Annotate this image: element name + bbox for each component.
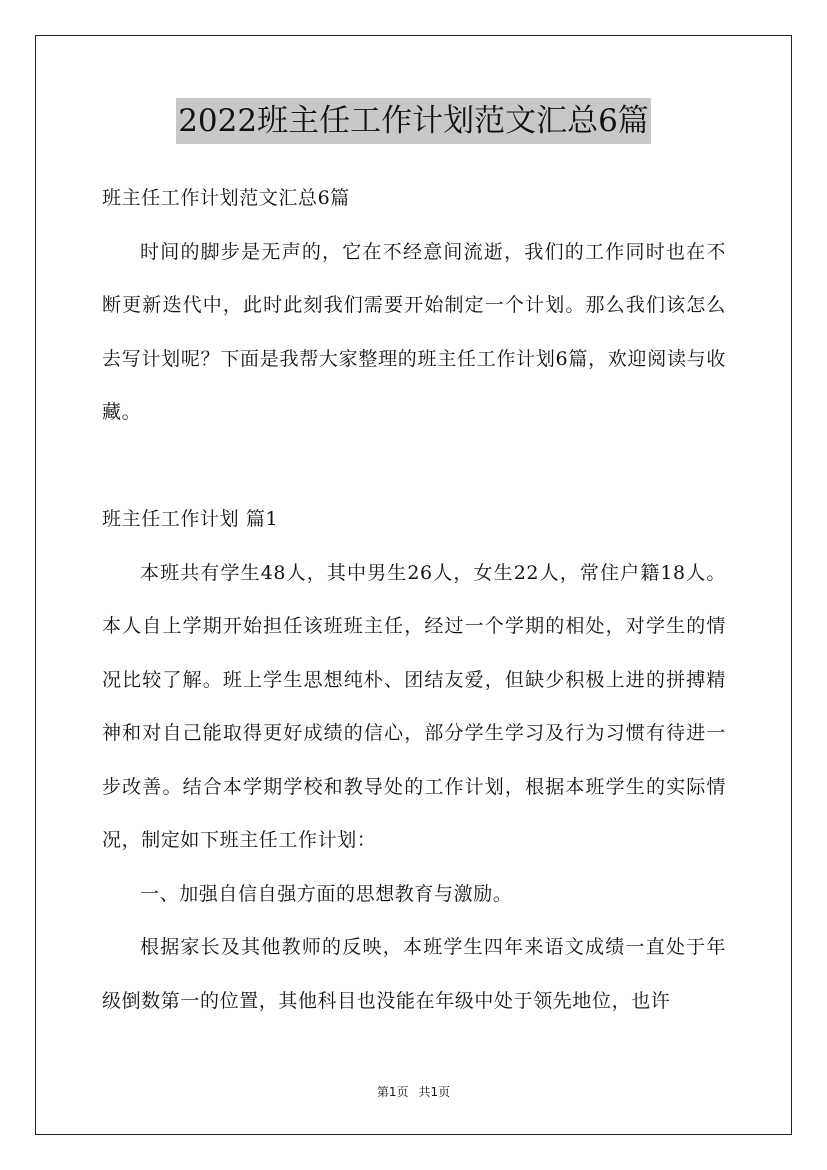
total-pages: 共1页 <box>418 1085 451 1099</box>
section-heading: 班主任工作计划 篇1 <box>102 508 279 530</box>
body-paragraph: 本班共有学生48人，其中男生26人，女生22人，常住户籍18人。本人自上学期开始担任该班班主任，经过一个学期的相处，对学生的情况比较了解。班上学生思想纯朴、团结友爱，但缺少积极上进的拼搏精神和对自己能取得更好成绩的信心，部分学生学习及行为习惯有待进一步改善。结合本学期学校和教导处的工作计划，根据本班学生的实际情况，制定如下班主任工作计划： <box>102 561 726 851</box>
page-number: 第1页 <box>376 1085 409 1099</box>
intro-paragraph: 时间的脚步是无声的，它在不经意间流逝，我们的工作同时也在不断更新迭代中，此时此刻我们需要开始制定一个计划。那么我们该怎么去写计划呢？下面是我帮大家整理的班主任工作计划6篇，欢迎阅读与收藏。 <box>102 240 726 423</box>
document-title: 2022班主任工作计划范文汇总6篇 <box>176 98 651 144</box>
document-subtitle: 班主任工作计划范文汇总6篇 <box>102 187 350 209</box>
document-body <box>102 172 726 1028</box>
body-paragraph: 根据家长及其他教师的反映，本班学生四年来语文成绩一直处于年级倒数第一的位置，其他科目也没能在年级中处于领先地位，也许 <box>102 936 726 1012</box>
list-item-heading: 一、加强自信自强方面的思想教育与激励。 <box>140 882 513 905</box>
section-spacer <box>102 440 726 494</box>
title-container <box>0 98 827 144</box>
page-footer <box>0 1084 827 1100</box>
